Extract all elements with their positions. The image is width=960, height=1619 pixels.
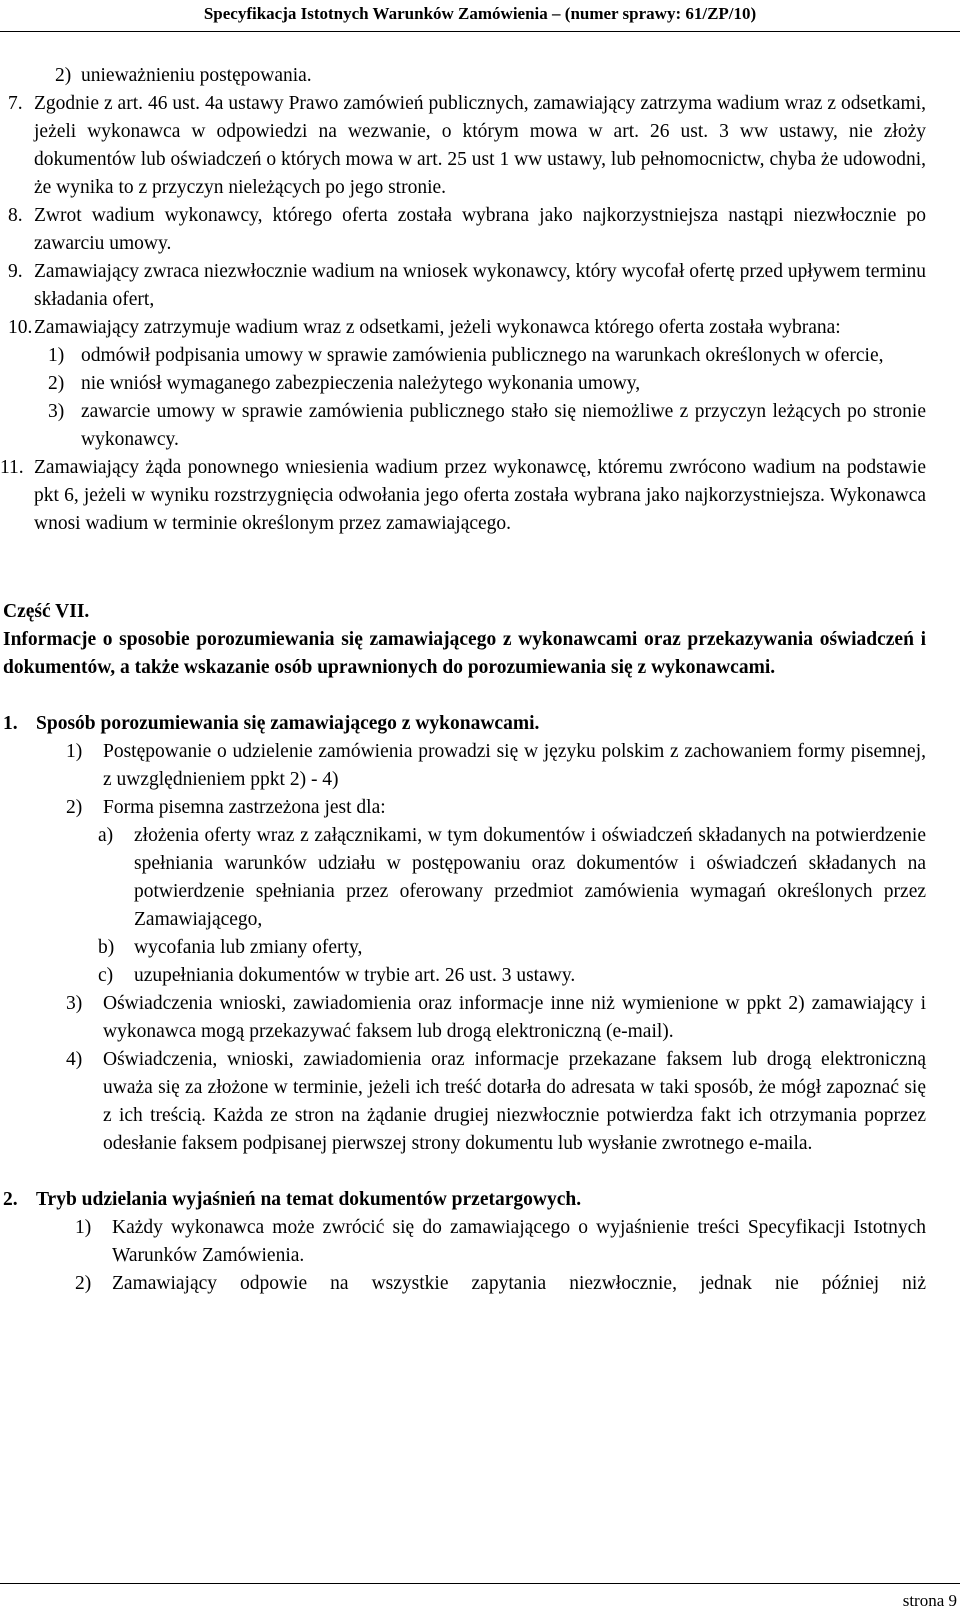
item-text: Zamawiający zwraca niezwłocznie wadium na wniosek wykonawcy, który wycofał ofertę przed upływem terminu składania ofert,	[34, 261, 926, 310]
sub-list-item	[0, 398, 926, 454]
item-letter: a)	[98, 825, 114, 846]
item-text: wycofania lub zmiany oferty,	[134, 937, 363, 958]
item-number: 3)	[66, 993, 83, 1014]
item-text: Zwrot wadium wykonawcy, którego oferta została wybrana jako najkorzystniejsza nastąpi niezwłocznie po zawarciu umowy.	[34, 205, 926, 254]
page-number: strona 9	[902, 1591, 957, 1610]
item-letter: b)	[98, 937, 115, 958]
item-text: zawarcie umowy w sprawie zamówienia publicznego stało się niemożliwe z przyczyn leżących po stronie wykonawcy.	[81, 401, 926, 450]
sub-list-item	[0, 962, 926, 990]
footer-rule	[0, 1583, 960, 1584]
spacer	[0, 682, 960, 710]
sub-list-item	[0, 934, 926, 962]
item-number: 1)	[48, 345, 65, 366]
item-number: 2)	[66, 797, 83, 818]
item-text: złożenia oferty wraz z załącznikami, w tym dokumentów i oświadczeń składanych na potwierdzenie spełniania warunków udziału w postępowaniu oraz dokumentów i oświadczeń składanych na potwierdzenie spełniania przez oferowany przedmiot zamówienia wymagań określonych przez Zamawiającego,	[134, 825, 926, 930]
spacer	[0, 538, 960, 598]
section-title: Informacje o sposobie porozumiewania się zamawiającego z wykonawcami oraz przekazywania oświadczeń i dokumentów, a także wskazanie osób uprawnionych do porozumiewania się z wykonawcami.	[3, 629, 926, 678]
item-number: 1)	[75, 1217, 92, 1238]
list-item	[0, 1046, 926, 1158]
item-number: 9.	[8, 261, 23, 282]
subsection-heading	[0, 710, 926, 738]
subsection-number: 1.	[3, 713, 18, 734]
document-header: Specyfikacja Istotnych Warunków Zamówienia – (numer sprawy: 61/ZP/10)	[203, 4, 757, 23]
page-content	[0, 62, 960, 1298]
list-item	[0, 1270, 926, 1298]
spacer	[0, 1158, 960, 1186]
section-part-heading: Część VII.	[3, 601, 90, 622]
header-rule	[0, 31, 960, 32]
subsection-number: 2.	[3, 1189, 18, 1210]
list-item	[0, 62, 926, 90]
list-item	[0, 258, 926, 314]
list-item	[0, 1214, 926, 1270]
sub-list-item	[0, 822, 926, 934]
item-text: Postępowanie o udzielenie zamówienia prowadzi się w języku polskim z zachowaniem formy pisemnej, z uwzględnieniem ppkt 2) - 4)	[103, 741, 926, 790]
item-text: Oświadczenia wnioski, zawiadomienia oraz informacje inne niż wymienione w ppkt 2) zamawiający i wykonawca mogą przekazywać faksem lub drogą elektroniczną (e-mail).	[103, 993, 926, 1042]
item-text: Zamawiający zatrzymuje wadium wraz z odsetkami, jeżeli wykonawca którego oferta została wybrana:	[34, 317, 841, 338]
item-letter: c)	[98, 965, 114, 986]
item-number: 10.	[8, 317, 33, 338]
subsection-title: Sposób porozumiewania się zamawiającego z wykonawcami.	[36, 713, 540, 734]
item-number: 2)	[75, 1273, 92, 1294]
item-text: Forma pisemna zastrzeżona jest dla:	[103, 797, 386, 818]
sub-list-item	[0, 370, 926, 398]
item-text: uzupełniania dokumentów w trybie art. 26 ust. 3 ustawy.	[134, 965, 576, 986]
item-text: Oświadczenia, wnioski, zawiadomienia oraz informacje przekazane faksem lub drogą elektroniczną uważa się za złożone w terminie, jeżeli ich treść dotarła do adresata w taki sposób, że mógł zapoznać się z ich treścią. Każda ze stron na żądanie drugiej niezwłocznie potwierdza fakt ich otrzymania poprzez odesłanie faksem podpisanej pierwszej strony dokumentu lub wysłanie zwrotnego e-maila.	[103, 1049, 926, 1154]
sub-list-item	[0, 342, 926, 370]
list-item	[0, 990, 926, 1046]
item-text: Zgodnie z art. 46 ust. 4a ustawy Prawo zamówień publicznych, zamawiający zatrzyma wadium wraz z odsetkami, jeżeli wykonawca w odpowiedzi na wezwanie, o którym mowa w art. 26 ust. 3 ww ustawy, nie złoży dokumentów lub oświadczeń o których mowa w art. 25 ust 1 ww ustawy, lub pełnomocnictw, chyba że udowodni, że wynika to z przyczyn nieleżących po jego stronie.	[34, 93, 926, 198]
list-item	[0, 738, 926, 794]
item-number: 2)	[55, 65, 72, 86]
item-text: odmówił podpisania umowy w sprawie zamówienia publicznego na warunkach określonych w ofercie,	[81, 345, 884, 366]
subsection-heading	[0, 1186, 926, 1214]
item-text: unieważnieniu postępowania.	[81, 65, 312, 86]
item-number: 4)	[66, 1049, 83, 1070]
item-number: 11.	[0, 457, 24, 478]
item-text: Każdy wykonawca może zwrócić się do zamawiającego o wyjaśnienie treści Specyfikacji Istotnych Warunków Zamówienia.	[112, 1217, 926, 1266]
item-number: 8.	[8, 205, 23, 226]
item-number: 1)	[66, 741, 83, 762]
subsection-title: Tryb udzielania wyjaśnień na temat dokumentów przetargowych.	[36, 1189, 582, 1210]
item-number: 2)	[48, 373, 65, 394]
list-item	[0, 314, 926, 342]
list-item	[0, 90, 926, 202]
list-item	[0, 794, 926, 822]
item-text: Zamawiający odpowie na wszystkie zapytania niezwłocznie, jednak nie później niż	[112, 1273, 926, 1294]
item-text: nie wniósł wymaganego zabezpieczenia należytego wykonania umowy,	[81, 373, 641, 394]
list-item	[0, 454, 926, 538]
item-text: Zamawiający żąda ponownego wniesienia wadium przez wykonawcę, któremu zwrócono wadium na podstawie pkt 6, jeżeli w wyniku rozstrzygnięcia odwołania jego oferta została wybrana jako najkorzystniejsza. Wykonawca wnosi wadium w terminie określonym przez zamawiającego.	[34, 457, 926, 534]
list-item	[0, 202, 926, 258]
item-number: 3)	[48, 401, 65, 422]
item-number: 7.	[8, 93, 23, 114]
